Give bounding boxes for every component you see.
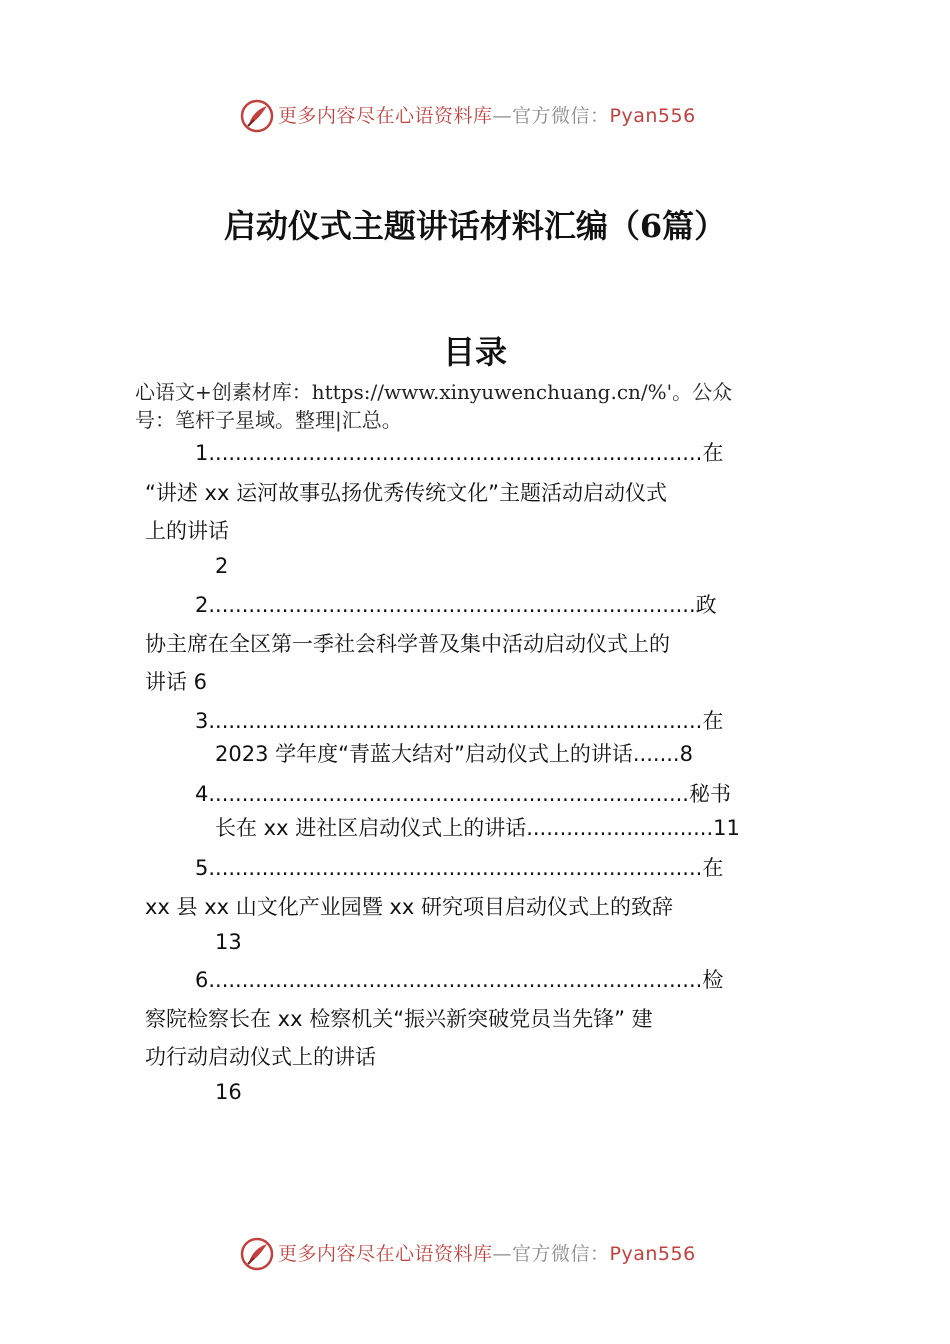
header-banner bbox=[0, 96, 950, 136]
source-note-line-2: 号：笔杆子星域。整理|汇总。 bbox=[135, 408, 402, 432]
toc-entry-6-lead[interactable]: 6..........................................................................检 bbox=[195, 968, 724, 992]
toc-entry-1-page[interactable]: 2 bbox=[215, 554, 229, 578]
toc-entry-6-text[interactable]: 察院检察长在 xx 检察机关“振兴新突破党员当先锋” 建 bbox=[145, 1007, 653, 1031]
banner-dash: — bbox=[492, 1243, 513, 1265]
toc-entry-5-page[interactable]: 13 bbox=[215, 930, 242, 954]
toc-entry-5-text[interactable]: xx 县 xx 山文化产业园暨 xx 研究项目启动仪式上的致辞 bbox=[145, 895, 673, 919]
banner-dash: — bbox=[492, 105, 513, 127]
toc-entry-2-lead[interactable]: 2.........................................................................政 bbox=[195, 593, 717, 617]
toc-entry-4-text[interactable]: 长在 xx 进社区启动仪式上的讲话............................11 bbox=[215, 816, 740, 840]
toc-entry-5-lead[interactable]: 5..........................................................................在 bbox=[195, 856, 724, 880]
source-note-line-1: 心语文+创素材库：https://www.xinyuwenchuang.cn/%'。公众 bbox=[135, 380, 733, 404]
banner-wechat-label: 官方微信： bbox=[512, 105, 610, 127]
toc-entry-6-text-cont[interactable]: 功行动启动仪式上的讲话 bbox=[145, 1045, 376, 1069]
banner-wechat-label: 官方微信： bbox=[512, 1243, 610, 1265]
toc-entry-4-lead[interactable]: 4........................................................................秘书 bbox=[195, 782, 731, 806]
toc-entry-3-text[interactable]: 2023 学年度“青蓝大结对”启动仪式上的讲话.......8 bbox=[215, 742, 693, 766]
quill-logo-icon bbox=[240, 1237, 274, 1271]
toc-entry-1-text-cont[interactable]: 上的讲话 bbox=[145, 519, 229, 543]
banner-text bbox=[278, 1243, 696, 1265]
toc-entry-2-text-cont[interactable]: 讲话 6 bbox=[145, 670, 208, 694]
banner-slogan: 更多内容尽在心语资料库 bbox=[278, 105, 493, 127]
toc-entry-1-text[interactable]: “讲述 xx 运河故事弘扬优秀传统文化”主题活动启动仪式 bbox=[145, 481, 667, 505]
banner-slogan: 更多内容尽在心语资料库 bbox=[278, 1243, 493, 1265]
source-note bbox=[135, 378, 855, 434]
quill-logo-icon bbox=[240, 99, 274, 133]
footer-banner bbox=[0, 1234, 950, 1274]
document-title: 启动仪式主题讲话材料汇编（6篇） bbox=[223, 207, 727, 245]
banner-text bbox=[278, 105, 696, 127]
toc-entry-3-lead[interactable]: 3..........................................................................在 bbox=[195, 709, 724, 733]
toc-entry-1-lead[interactable]: 1..........................................................................在 bbox=[195, 441, 724, 465]
toc-heading: 目录 bbox=[442, 333, 507, 371]
toc-entry-2-text[interactable]: 协主席在全区第一季社会科学普及集中活动启动仪式上的 bbox=[145, 632, 670, 656]
banner-account: Pyan556 bbox=[609, 1243, 696, 1265]
banner-account: Pyan556 bbox=[609, 105, 696, 127]
toc-entry-6-page[interactable]: 16 bbox=[215, 1080, 242, 1104]
